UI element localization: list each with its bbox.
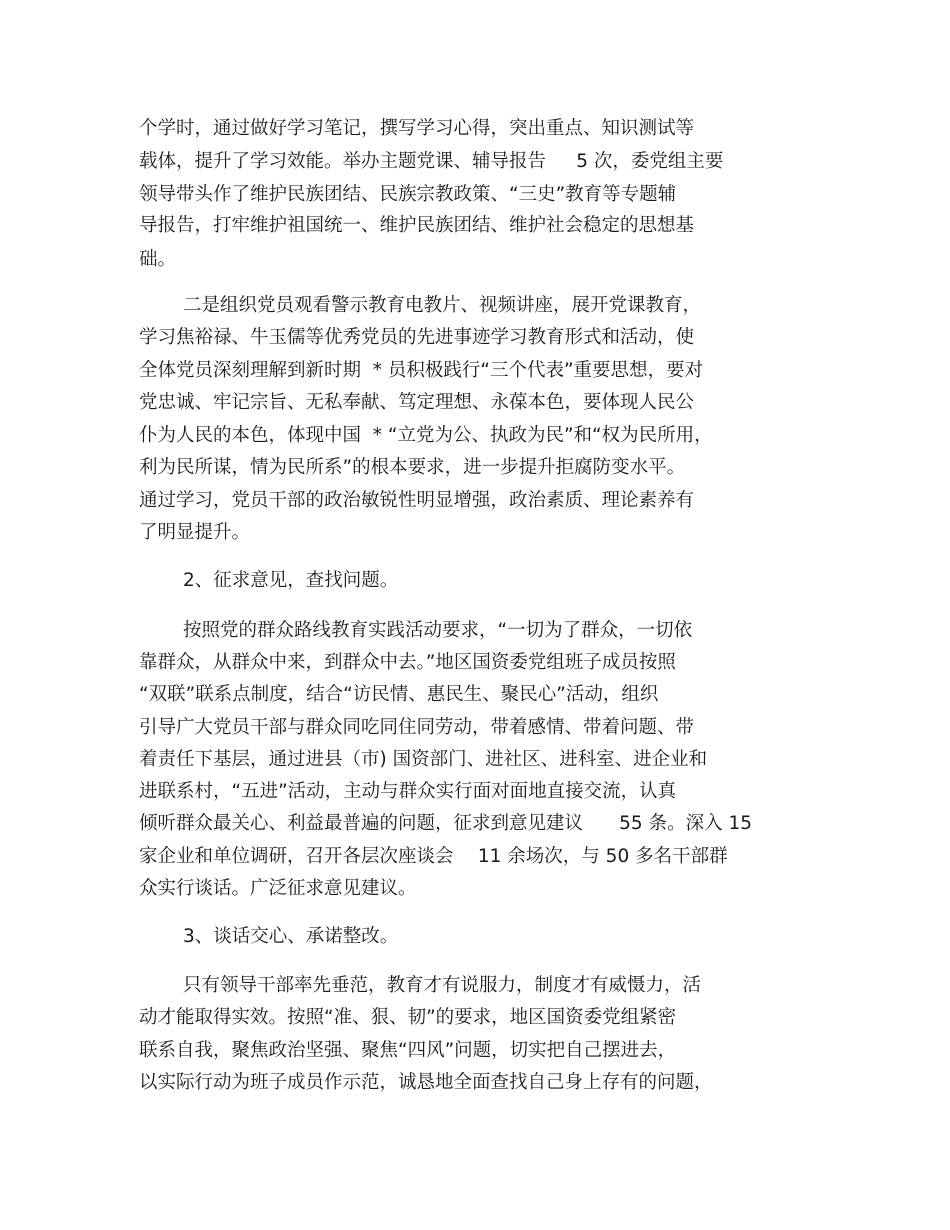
text-line: 动才能取得实效。按照“准、狠、韧”的要求，地区国资委党组紧密 bbox=[139, 1007, 677, 1028]
text-line: 全体党员深刻理解到新时期 * 员积极践行“三个代表”重要思想，要对 bbox=[139, 360, 704, 381]
text-line: 二是组织党员观看警示教育电教片、视频讲座，展开党课教育， bbox=[183, 295, 702, 316]
section-heading: 3、谈话交心、承诺整改。 bbox=[183, 926, 399, 947]
text-line: 倾听群众最关心、利益最普遍的问题，征求到意见建议 55 条。深入 15 bbox=[139, 813, 752, 834]
text-line: 联系自我，聚焦政治坚强、聚焦“四风”问题，切实把自己摆进去， bbox=[139, 1040, 677, 1061]
text-line: 领导带头作了维护民族团结、民族宗教政策、“三史”教育等专题辅 bbox=[139, 184, 677, 205]
text-line: 以实际行动为班子成员作示范，诚恳地全面查找自己身上存有的问题， bbox=[139, 1072, 713, 1093]
section-heading: 2、征求意见，查找问题。 bbox=[183, 570, 399, 591]
text-line: 着责任下基层，通过进县（市) 国资部门、进社区、进科室、进企业和 bbox=[139, 749, 708, 770]
text-line: 进联系村，“五进”活动，主动与群众实行面对面地直接交流，认真 bbox=[139, 781, 677, 802]
text-line: 利为民所谋，情为民所系”的根本要求，进一步提升拒腐防变水平。 bbox=[139, 457, 686, 478]
text-line: 了明显提升。 bbox=[139, 522, 251, 543]
text-line: 导报告，打牢维护祖国统一、维护民族团结、维护社会稳定的思想基 bbox=[139, 215, 695, 236]
text-line: 家企业和单位调研，召开各层次座谈会 11 余场次，与 50 多名干部群 bbox=[139, 846, 728, 867]
text-line: 众实行谈话。广泛征求意见建议。 bbox=[139, 878, 417, 899]
text-line: “双联”联系点制度，结合“访民情、惠民生、聚民心”活动，组织 bbox=[139, 684, 659, 705]
text-line: 仆为人民的本色，体现中国 * “立党为公、执政为民”和“权为民所用， bbox=[139, 425, 713, 446]
text-line: 只有领导干部率先垂范，教育才有说服力，制度才有威慑力，活 bbox=[183, 975, 702, 996]
text-line: 础。 bbox=[139, 249, 177, 270]
text-line: 学习焦裕禄、牛玉儒等优秀党员的先进事迹学习教育形式和活动，使 bbox=[139, 327, 695, 348]
text-line: 载体，提升了学习效能。举办主题党课、辅导报告 5 次，委党组主要 bbox=[139, 151, 724, 172]
text-line: 党忠诚、牢记宗旨、无私奉献、笃定理想、永葆本色，要体现人民公 bbox=[139, 392, 695, 413]
text-line: 引导广大党员干部与群众同吃同住同劳动，带着感情、带着问题、带 bbox=[139, 717, 695, 738]
text-line: 通过学习，党员干部的政治敏锐性明显增强，政治素质、理论素养有 bbox=[139, 490, 695, 511]
text-line: 个学时，通过做好学习笔记，撰写学习心得，突出重点、知识测试等 bbox=[139, 118, 695, 139]
text-line: 靠群众，从群众中来，到群众中去。”地区国资委党组班子成员按照 bbox=[139, 652, 676, 673]
text-line: 按照党的群众路线教育实践活动要求，“一切为了群众，一切依 bbox=[183, 620, 693, 641]
